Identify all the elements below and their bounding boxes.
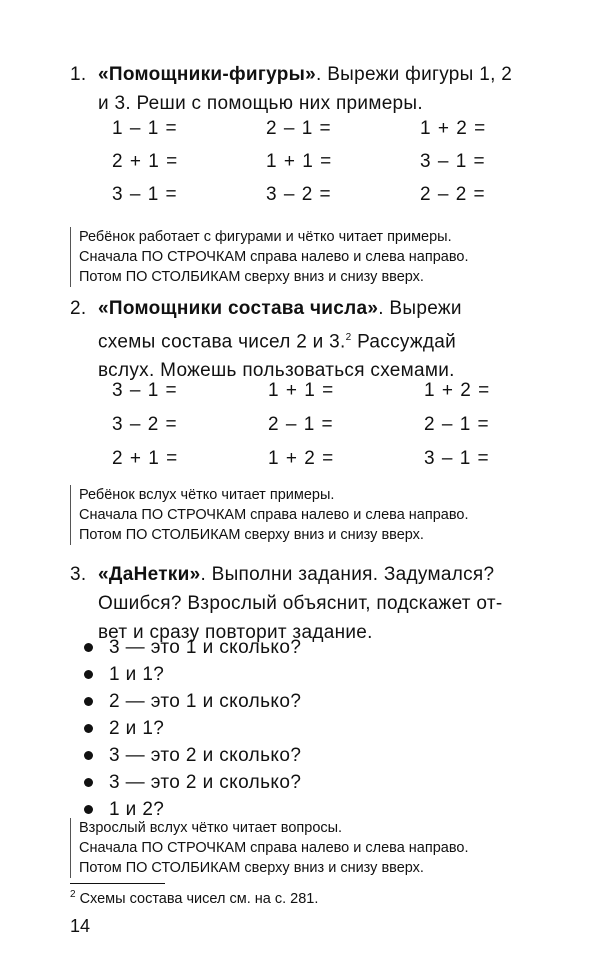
question-text: 3 — это 2 и сколько? xyxy=(109,772,302,793)
task-2-line-2-text: схемы состава чисел 2 и 3. xyxy=(98,331,346,353)
example-cell: 3 – 1 = xyxy=(112,380,178,401)
page-number: 14 xyxy=(70,916,91,936)
task-2-title: «Помощники состава числа» xyxy=(98,298,379,319)
question-item xyxy=(84,715,301,742)
task-3-text: . Выполни задания. Задумался? xyxy=(200,564,495,585)
bullet-icon xyxy=(84,697,93,706)
task-2-note xyxy=(70,485,569,545)
example-cell: 3 – 1 = xyxy=(420,151,486,172)
question-text: 1 и 1? xyxy=(109,664,165,685)
question-item xyxy=(84,661,301,688)
example-cell: 2 + 1 = xyxy=(112,151,179,172)
question-text: 3 — это 1 и сколько? xyxy=(109,637,302,658)
note-line: Ребёнок работает с фигурами и чётко читает примеры. xyxy=(79,229,452,245)
example-cell: 2 – 1 = xyxy=(268,414,334,435)
example-cell: 3 – 1 = xyxy=(424,448,490,469)
example-cell: 2 – 2 = xyxy=(420,184,486,205)
bullet-icon xyxy=(84,805,93,814)
question-text: 3 — это 2 и сколько? xyxy=(109,745,302,766)
footnote-marker: 2 xyxy=(70,889,76,900)
example-cell: 1 + 2 = xyxy=(420,118,487,139)
task-1-title: «Помощники-фигуры» xyxy=(98,64,317,85)
question-item xyxy=(84,688,301,715)
question-item xyxy=(84,634,301,661)
task-3-line-1 xyxy=(70,560,560,589)
task-2-line-1 xyxy=(70,294,560,323)
example-cell: 2 – 1 = xyxy=(266,118,332,139)
note-line: Сначала ПО СТРОЧКАМ справа налево и слева направо. xyxy=(79,507,469,523)
note-line: Сначала ПО СТРОЧКАМ справа налево и слева направо. xyxy=(79,249,469,265)
question-item xyxy=(84,742,301,769)
task-3-line-3: вет и сразу повторит задание. xyxy=(98,622,373,643)
task-2-line-3: вслух. Можешь пользоваться схемами. xyxy=(98,360,455,382)
example-cell: 3 – 2 = xyxy=(112,414,178,435)
bullet-icon xyxy=(84,670,93,679)
question-text: 2 и 1? xyxy=(109,718,165,739)
bullet-icon xyxy=(84,643,93,652)
note-line: Сначала ПО СТРОЧКАМ справа налево и слева направо. xyxy=(79,840,469,856)
task-1-note xyxy=(70,227,569,287)
task-2-number: 2. xyxy=(70,298,87,319)
task-3-note xyxy=(70,818,569,878)
example-cell: 1 + 2 = xyxy=(268,448,335,469)
footnote-divider xyxy=(70,883,165,884)
example-cell: 3 – 2 = xyxy=(266,184,332,205)
task-2 xyxy=(70,294,560,385)
note-line: Потом ПО СТОЛБИКАМ сверху вниз и снизу вверх. xyxy=(79,527,424,543)
question-text: 2 — это 1 и сколько? xyxy=(109,691,302,712)
task-2-text: . Вырежи xyxy=(378,298,462,319)
task-1-line-2: и 3. Реши с помощью них примеры. xyxy=(98,93,423,114)
bullet-icon xyxy=(84,778,93,787)
example-cell: 1 – 1 = xyxy=(112,118,178,139)
task-1 xyxy=(70,60,560,118)
question-text: 1 и 2? xyxy=(109,799,165,820)
task-1-line-1 xyxy=(70,60,560,89)
example-cell: 1 + 1 = xyxy=(268,380,335,401)
example-cell: 1 + 2 = xyxy=(424,380,491,401)
task-3-line-2: Ошибся? Взрослый объяснит, подскажет от- xyxy=(98,593,503,614)
task-1-text: . Вырежи фигуры 1, 2 xyxy=(316,64,513,85)
footnote-text: Схемы состава чисел см. на с. 281. xyxy=(79,890,319,907)
example-cell: 2 – 1 = xyxy=(424,414,490,435)
bullet-icon xyxy=(84,751,93,760)
task-1-number: 1. xyxy=(70,64,87,85)
task-3-number: 3. xyxy=(70,564,87,585)
example-cell: 1 + 1 = xyxy=(266,151,333,172)
task-3-title: «ДаНетки» xyxy=(98,564,201,585)
example-cell: 3 – 1 = xyxy=(112,184,178,205)
task-3-questions xyxy=(84,634,301,823)
task-2-line-2-end: Рассуждай xyxy=(351,331,457,353)
note-line: Ребёнок вслух чётко читает примеры. xyxy=(79,487,335,503)
footnote-ref: 2 xyxy=(345,332,352,343)
question-item xyxy=(84,769,301,796)
bullet-icon xyxy=(84,724,93,733)
example-cell: 2 + 1 = xyxy=(112,448,179,469)
note-line: Потом ПО СТОЛБИКАМ сверху вниз и снизу вверх. xyxy=(79,860,424,876)
footnote xyxy=(70,889,318,907)
task-2-line-2 xyxy=(70,323,560,356)
note-line: Взрослый вслух чётко читает вопросы. xyxy=(79,820,343,836)
note-line: Потом ПО СТОЛБИКАМ сверху вниз и снизу вверх. xyxy=(79,269,424,285)
